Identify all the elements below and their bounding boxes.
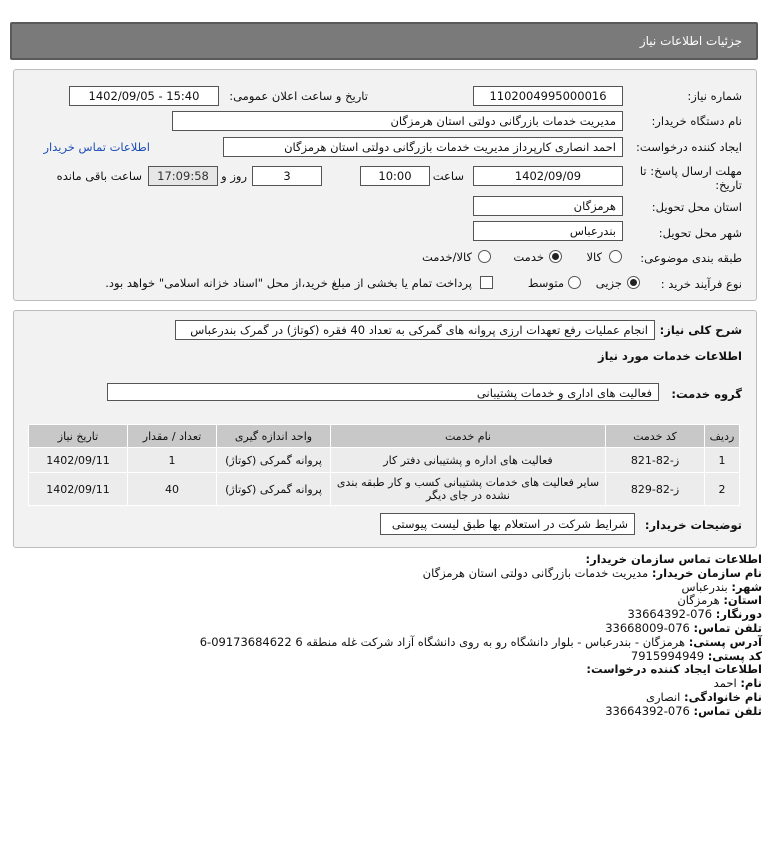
deadline-time-label: ساعت xyxy=(432,169,464,183)
contact-info xyxy=(2,553,762,719)
contact-line-label: استان: xyxy=(723,593,762,608)
cell-date: 1402/09/11 xyxy=(29,473,128,506)
contact-line-label: تلفن تماس: xyxy=(693,620,762,635)
col-date: تاریخ نیاز xyxy=(29,425,128,448)
province-label: استان محل تحویل: xyxy=(651,200,742,214)
process-minor-label: جزیی xyxy=(595,276,622,290)
contact-line-value: 7915994949 xyxy=(630,648,708,663)
contact-line xyxy=(2,663,762,677)
contact-line xyxy=(2,677,762,691)
cell-name: سایر فعالیت های خدمات پشتیبانی کسب و کار طبقه بندی نشده در جای دیگر xyxy=(331,473,606,506)
contact-line-label: اطلاعات ایجاد کننده درخواست: xyxy=(586,662,762,677)
cell-code: ز-82-829 xyxy=(606,473,705,506)
cell-name: فعالیت های اداره و پشتیبانی دفتر کار xyxy=(331,448,606,473)
col-name: نام خدمت xyxy=(331,425,606,448)
remaining-label: ساعت باقی مانده xyxy=(56,169,142,183)
need-number-label: شماره نیاز: xyxy=(687,89,742,103)
contact-line-value: 076-33664392 xyxy=(627,607,716,622)
province-field[interactable]: هرمزگان xyxy=(473,196,623,216)
contact-line xyxy=(2,650,762,664)
category-goods-service-label: کالا/خدمت xyxy=(421,250,472,264)
contact-line xyxy=(2,636,762,650)
contact-line xyxy=(2,594,762,608)
days-label: روز و xyxy=(221,169,247,183)
services-section-title: اطلاعات خدمات مورد نیاز xyxy=(598,349,742,363)
deadline-date-label: تاریخ: xyxy=(715,178,742,192)
col-code: کد خدمت xyxy=(606,425,705,448)
category-goods-radio[interactable] xyxy=(609,250,622,263)
remaining-time-field: 17:09:58 xyxy=(148,166,218,186)
contact-line-label: نام خانوادگی: xyxy=(684,689,762,704)
city-label: شهر محل تحویل: xyxy=(658,226,742,240)
category-service-radio[interactable] xyxy=(549,250,562,263)
cell-unit: پروانه گمرکی (کوتاژ) xyxy=(217,473,331,506)
contact-line xyxy=(2,581,762,595)
creator-label: ایجاد کننده درخواست: xyxy=(636,140,742,154)
deadline-time-field[interactable]: 10:00 xyxy=(360,166,430,186)
contact-line-label: دورنگار: xyxy=(715,607,762,622)
cell-date: 1402/09/11 xyxy=(29,448,128,473)
cell-row: 1 xyxy=(705,448,740,473)
services-table xyxy=(28,424,740,506)
contact-line xyxy=(2,608,762,622)
buyer-contact-link[interactable]: اطلاعات تماس خریدار xyxy=(43,140,150,154)
contact-line xyxy=(2,691,762,705)
treasury-payment-note: پرداخت تمام یا بخشی از مبلغ خرید،از محل "اسناد خزانه اسلامی" خواهد بود. xyxy=(105,276,472,290)
contact-line-label: شهر: xyxy=(731,579,762,594)
contact-line xyxy=(2,705,762,719)
contact-line-label: آدرس پستی: xyxy=(688,634,762,649)
page-header xyxy=(10,22,758,60)
category-goods-label: کالا xyxy=(586,250,602,264)
contact-line-value: بندرعباس xyxy=(681,579,732,594)
cell-code: ز-82-821 xyxy=(606,448,705,473)
need-number-field[interactable]: 1102004995000016 xyxy=(473,86,623,106)
contact-line xyxy=(2,553,762,567)
contact-line-label: نام: xyxy=(740,676,762,691)
process-medium-label: متوسط xyxy=(527,276,564,290)
deadline-label: مهلت ارسال پاسخ: تا xyxy=(639,164,742,178)
service-group-label: گروه خدمت: xyxy=(671,387,742,401)
process-medium-radio[interactable] xyxy=(568,276,581,289)
category-goods-service-radio[interactable] xyxy=(478,250,491,263)
contact-line-value: 076-33664392 xyxy=(605,703,694,718)
category-service-label: خدمت xyxy=(513,250,544,264)
creator-field[interactable]: احمد انصاری کارپرداز مدیریت خدمات بازرگانی دولتی استان هرمزگان xyxy=(223,137,623,157)
buyer-field[interactable]: مدیریت خدمات بازرگانی دولتی استان هرمزگان xyxy=(172,111,623,131)
contact-line xyxy=(2,567,762,581)
city-field[interactable]: بندرعباس xyxy=(473,221,623,241)
contact-line-value: مدیریت خدمات بازرگانی دولتی استان هرمزگان xyxy=(422,565,652,580)
contact-line-value: هرمزگان - بندرعباس - بلوار دانشگاه رو به روی دانشگاه آزاد شرکت غله منطقه 6 09173684622-6 xyxy=(199,634,689,649)
deadline-date-field[interactable]: 1402/09/09 xyxy=(473,166,623,186)
contact-line-value: هرمزگان xyxy=(677,593,724,608)
buyer-label: نام دستگاه خریدار: xyxy=(651,114,742,128)
announce-field[interactable]: 1402/09/05 - 15:40 xyxy=(69,86,219,106)
process-minor-radio[interactable] xyxy=(627,276,640,289)
announce-label: تاریخ و ساعت اعلان عمومی: xyxy=(229,89,368,103)
contact-line-value: 076-33668009 xyxy=(605,620,694,635)
contact-line-label: کد پستی: xyxy=(707,648,762,663)
treasury-payment-checkbox[interactable] xyxy=(480,276,493,289)
col-unit: واحد اندازه گیری xyxy=(217,425,331,448)
days-field[interactable]: 3 xyxy=(252,166,322,186)
contact-line-value: انصاری xyxy=(645,689,685,704)
contact-line-label: اطلاعات تماس سازمان خریدار: xyxy=(585,552,762,566)
col-quantity: تعداد / مقدار xyxy=(128,425,217,448)
cell-row: 2 xyxy=(705,473,740,506)
page-title: جزئیات اطلاعات نیاز xyxy=(639,34,742,48)
cell-quantity: 1 xyxy=(128,448,217,473)
buyer-notes-label: توضیحات خریدار: xyxy=(644,518,742,532)
description-field[interactable]: انجام عملیات رفع تعهدات ارزی پروانه های گمرکی به تعداد 40 فقره (کوتاژ) در گمرک بندرعباس xyxy=(175,320,655,340)
category-label: طبقه بندی موضوعی: xyxy=(640,251,742,265)
table-header-row xyxy=(29,425,740,448)
cell-quantity: 40 xyxy=(128,473,217,506)
table-row xyxy=(29,448,740,473)
contact-line-value: احمد xyxy=(713,676,741,691)
contact-line xyxy=(2,622,762,636)
buyer-notes-field[interactable]: شرایط شرکت در استعلام بها طبق لیست پیوستی xyxy=(380,513,635,535)
table-row xyxy=(29,473,740,506)
contact-line-label: تلفن تماس: xyxy=(693,703,762,718)
description-label: شرح کلی نیاز: xyxy=(659,323,742,337)
col-row: ردیف xyxy=(705,425,740,448)
cell-unit: پروانه گمرکی (کوتاژ) xyxy=(217,448,331,473)
contact-line-label: نام سازمان خریدار: xyxy=(651,565,762,580)
process-label: نوع فرآیند خرید : xyxy=(660,277,742,291)
service-group-field[interactable]: فعالیت های اداری و خدمات پشتیبانی xyxy=(107,383,659,401)
